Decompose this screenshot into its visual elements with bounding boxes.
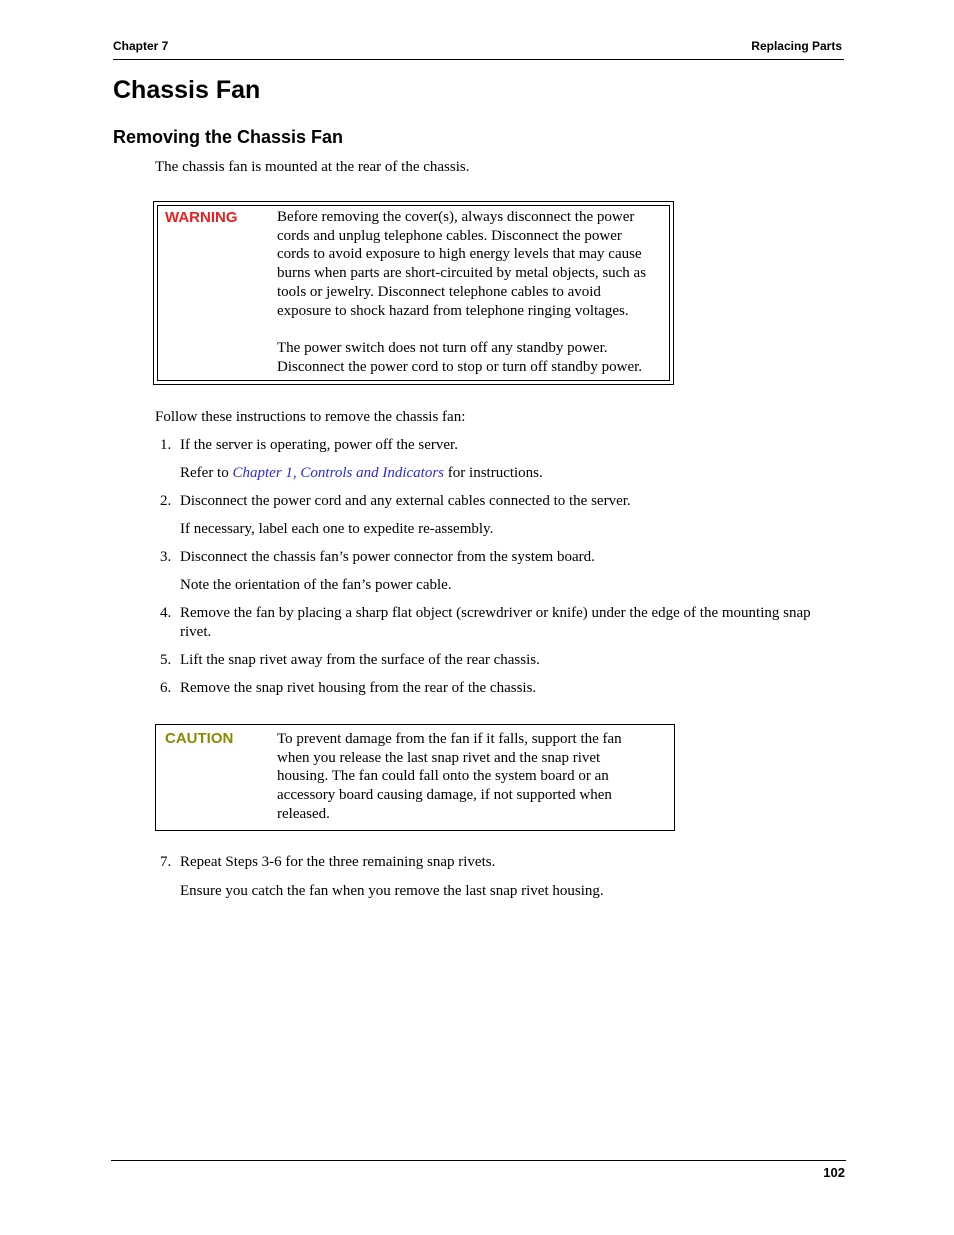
step-item: 2. Disconnect the power cord and any external cables connected to the server. [160, 493, 631, 509]
warning-line: Before removing the cover(s), always disconnect the power [277, 209, 635, 225]
step-note: Refer to Chapter 1, Controls and Indicators for instructions. [180, 465, 543, 481]
warning-line: tools or jewelry. Disconnect telephone cables to avoid [277, 283, 601, 300]
caution-line: housing. The fan could fall onto the system board or an [277, 768, 609, 785]
section-heading: Removing the Chassis Fan [113, 127, 344, 147]
step-item: 7. Repeat Steps 3-6 for the three remaining snap rivets. [160, 854, 496, 870]
caution-line: accessory board causing damage, if not supported when [277, 787, 612, 804]
step-note: If necessary, label each one to expedite re-assembly. [180, 521, 494, 537]
warning-line: cords and unplug telephone cables. Disconnect the power [277, 227, 622, 244]
warning-label: WARNING [165, 209, 238, 226]
step-item: 5. Lift the snap rivet away from the surface of the rear chassis. [160, 652, 540, 668]
step-item-continuation: rivet. [180, 624, 212, 640]
chapter-link[interactable]: Chapter 1, Controls and Indicators [232, 465, 445, 481]
follow-paragraph: Follow these instructions to remove the chassis fan: [155, 409, 466, 425]
running-header [113, 37, 844, 60]
intro-paragraph: The chassis fan is mounted at the rear of the chassis. [155, 159, 470, 175]
step-item: 4. Remove the fan by placing a sharp flat object (screwdriver or knife) under the edge of the mounting snap [160, 605, 811, 621]
caution-line: To prevent damage from the fan if it falls, support the fan [277, 731, 622, 747]
chapter-label: Chapter 7 [113, 39, 169, 53]
warning-text-2 [277, 339, 667, 376]
page-title: Chassis Fan [113, 76, 261, 104]
warning-text [277, 208, 667, 320]
caution-label: CAUTION [165, 730, 234, 747]
step-note: Ensure you catch the fan when you remove the last snap rivet housing. [180, 883, 604, 899]
warning-line: exposure to shock hazard from telephone ringing voltages. [277, 302, 629, 319]
section-label: Replacing Parts [751, 39, 842, 53]
warning-line: Disconnect the power cord to stop or turn off standby power. [277, 358, 643, 375]
step-item: 6. Remove the snap rivet housing from the rear of the chassis. [160, 680, 537, 696]
caution-line: when you release the last snap rivet and the snap rivet [277, 749, 601, 766]
warning-line: burns when parts are short-circuited by metal objects, such as [277, 265, 647, 282]
step-item: 3. Disconnect the chassis fan’s power connector from the system board. [160, 549, 595, 565]
step-note: Note the orientation of the fan’s power cable. [180, 577, 452, 593]
step-item: 1. If the server is operating, power off the server. [160, 437, 458, 453]
warning-line: The power switch does not turn off any standby power. [277, 340, 608, 356]
footer-rule [111, 1160, 846, 1161]
caution-text [277, 730, 667, 824]
warning-line: cords to avoid exposure to high energy levels that may cause [277, 246, 642, 263]
caution-line: released. [277, 805, 330, 822]
page-number: 102 [823, 1165, 845, 1180]
